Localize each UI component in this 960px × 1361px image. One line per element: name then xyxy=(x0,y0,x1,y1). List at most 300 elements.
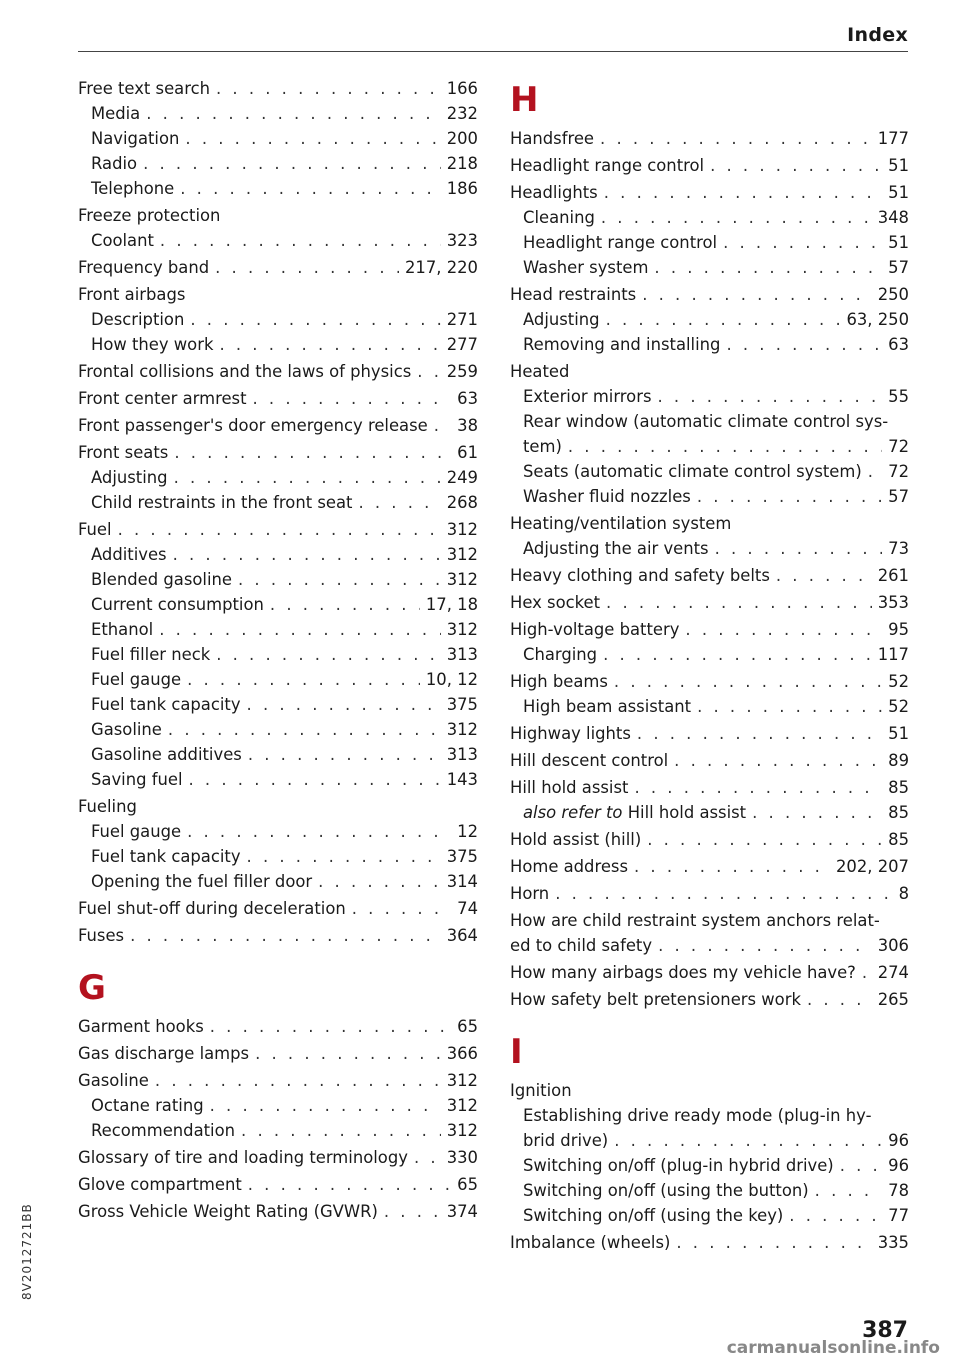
dot-leader xyxy=(434,413,451,438)
index-entry-label: How safety belt pretensioners work xyxy=(510,990,801,1009)
index-entry-label: Heating/ventilation system xyxy=(510,514,732,533)
dot-leader xyxy=(614,1128,882,1153)
index-entry xyxy=(78,592,478,617)
index-entry xyxy=(510,484,909,509)
index-entry-page: 250 xyxy=(877,285,909,304)
dot-leader xyxy=(318,869,441,894)
index-entry-label: Switching on/off (using the key) xyxy=(523,1206,784,1225)
index-entry xyxy=(78,1014,478,1039)
section-h-entries xyxy=(510,126,909,1012)
index-entry-page: 63, 250 xyxy=(846,310,909,329)
index-entry-label: Ethanol xyxy=(91,620,154,639)
index-entry-page: 51 xyxy=(888,183,909,202)
dot-leader xyxy=(868,459,882,484)
index-entry-page: 143 xyxy=(446,770,478,789)
index-entry-page: 348 xyxy=(877,208,909,227)
dot-leader xyxy=(130,923,441,948)
index-entry-label: Front seats xyxy=(78,443,169,462)
dot-leader xyxy=(180,176,440,201)
dot-leader xyxy=(647,827,882,852)
index-entry-label: Media xyxy=(91,104,141,123)
index-entry xyxy=(510,721,909,746)
index-entry-page: 177 xyxy=(877,129,909,148)
index-entry xyxy=(78,440,478,465)
index-entry-label: Front passenger's door emergency release xyxy=(78,416,428,435)
index-entry xyxy=(510,933,909,958)
index-entry-page: 51 xyxy=(888,156,909,175)
index-entry-page: 366 xyxy=(446,1044,478,1063)
index-entry xyxy=(78,1068,478,1093)
index-entry-page: 72 xyxy=(888,437,909,456)
dot-leader xyxy=(168,717,441,742)
index-entry-page: 335 xyxy=(877,1233,909,1252)
index-entry-page: 306 xyxy=(877,936,909,955)
dot-leader xyxy=(634,854,830,879)
index-entry-label: Handsfree xyxy=(510,129,595,148)
dot-leader xyxy=(606,307,841,332)
dot-leader xyxy=(190,307,440,332)
section-g-entries xyxy=(78,1014,478,1224)
index-entry xyxy=(510,617,909,642)
index-entry xyxy=(78,228,478,253)
index-entry-page: 268 xyxy=(446,493,478,512)
index-entry-label: Adjusting the air vents xyxy=(523,539,709,558)
dot-leader xyxy=(210,1093,441,1118)
index-entry xyxy=(510,153,909,178)
index-entry xyxy=(510,1230,909,1255)
index-entry-label: Gasoline xyxy=(78,1071,149,1090)
index-entry-label: Fueling xyxy=(78,797,137,816)
dot-leader xyxy=(216,642,440,667)
index-entry-label: Adjusting xyxy=(523,310,600,329)
index-entry xyxy=(78,617,478,642)
dot-leader xyxy=(555,881,892,906)
index-entry-page: 312 xyxy=(446,720,478,739)
index-entry xyxy=(78,667,478,692)
index-entry xyxy=(78,151,478,176)
index-entry-label: ed to child safety xyxy=(510,936,653,955)
dot-leader xyxy=(676,1230,871,1255)
index-entry-label: Current consumption xyxy=(91,595,264,614)
dot-leader xyxy=(174,440,451,465)
index-entry xyxy=(78,1118,478,1143)
index-entry xyxy=(78,307,478,332)
index-entry-page: 323 xyxy=(446,231,478,250)
index-entry xyxy=(510,881,909,906)
cross-reference-target: Hill hold assist xyxy=(627,803,747,822)
index-entry-label: Gasoline additives xyxy=(91,745,242,764)
index-entry-label: Rear window (automatic climate control sys- xyxy=(523,412,889,431)
index-entry xyxy=(510,694,909,719)
dot-leader xyxy=(674,748,882,773)
index-entry xyxy=(510,126,909,151)
index-entry-page: 96 xyxy=(888,1131,909,1150)
index-entry xyxy=(78,1093,478,1118)
dot-leader xyxy=(248,1172,451,1197)
index-entry-page: 312 xyxy=(446,545,478,564)
index-entry-label: Headlight range control xyxy=(510,156,705,175)
index-entry-label: Hill descent control xyxy=(510,751,669,770)
index-entry xyxy=(78,896,478,921)
index-entry-label: Heated xyxy=(510,362,570,381)
index-entry xyxy=(510,1203,909,1228)
index-entry-label: Exterior mirrors xyxy=(523,387,652,406)
dot-leader xyxy=(216,76,441,101)
index-entry-page: 166 xyxy=(446,79,478,98)
dot-leader xyxy=(697,694,882,719)
index-entry-page: 117 xyxy=(877,645,909,664)
index-entry xyxy=(510,459,909,484)
index-entry xyxy=(510,642,909,667)
index-entry-label: Home address xyxy=(510,857,629,876)
index-entry-label: Front airbags xyxy=(78,285,186,304)
index-entry-page: 375 xyxy=(446,847,478,866)
index-entry-label: High beams xyxy=(510,672,608,691)
dot-leader xyxy=(654,255,882,280)
index-entry-label: Frontal collisions and the laws of physics xyxy=(78,362,412,381)
index-entry xyxy=(78,542,478,567)
index-entry xyxy=(510,854,909,879)
right-column xyxy=(510,74,909,1255)
index-entry-page: 38 xyxy=(457,416,478,435)
index-entry xyxy=(510,359,909,384)
dot-leader xyxy=(568,434,882,459)
index-entry-page: 218 xyxy=(446,154,478,173)
index-entry-label: Hold assist (hill) xyxy=(510,830,642,849)
index-entry xyxy=(510,1128,909,1153)
index-entry xyxy=(510,960,909,985)
index-entry xyxy=(78,767,478,792)
index-entry xyxy=(78,1172,478,1197)
dot-leader xyxy=(815,1178,882,1203)
index-entry-label: Imbalance (wheels) xyxy=(510,1233,671,1252)
document-code: 8V2012721BB xyxy=(20,1203,34,1300)
index-entry-page: 57 xyxy=(888,258,909,277)
dot-leader xyxy=(710,153,882,178)
index-entry-page: 312 xyxy=(446,1096,478,1115)
dot-leader xyxy=(789,1203,882,1228)
dot-leader xyxy=(604,180,882,205)
dot-leader xyxy=(358,490,440,515)
dot-leader xyxy=(352,896,451,921)
index-entry xyxy=(510,590,909,615)
dot-leader xyxy=(601,205,872,230)
index-entry xyxy=(78,203,478,228)
section-letter-g: G xyxy=(78,968,106,1008)
page-number: 387 xyxy=(862,1318,908,1343)
index-entry-page: 217, 220 xyxy=(405,258,478,277)
index-entry xyxy=(78,717,478,742)
index-entry-page: 312 xyxy=(446,520,478,539)
index-entry xyxy=(78,176,478,201)
index-entry xyxy=(78,794,478,819)
dot-leader xyxy=(238,567,441,592)
index-entry-page: 51 xyxy=(888,233,909,252)
index-entry xyxy=(510,800,909,825)
index-entry xyxy=(510,180,909,205)
index-entry xyxy=(78,642,478,667)
index-entry-label: Establishing drive ready mode (plug-in hy- xyxy=(523,1106,872,1125)
dot-leader xyxy=(219,332,440,357)
dot-leader xyxy=(862,960,872,985)
index-entry xyxy=(510,384,909,409)
index-entry-label: Blended gasoline xyxy=(91,570,232,589)
index-entry-page: 74 xyxy=(457,899,478,918)
index-entry xyxy=(78,386,478,411)
index-entry-page: 63 xyxy=(457,389,478,408)
left-column xyxy=(78,76,478,1224)
dot-leader xyxy=(210,1014,451,1039)
dot-leader xyxy=(658,384,883,409)
index-entry-label: Cleaning xyxy=(523,208,595,227)
index-entry xyxy=(510,563,909,588)
index-entry-label: Heavy clothing and safety belts xyxy=(510,566,770,585)
index-entry-page: 89 xyxy=(888,751,909,770)
index-entry xyxy=(78,1199,478,1224)
index-entry-page: 312 xyxy=(446,570,478,589)
index-entry-label: Washer system xyxy=(523,258,649,277)
section-letter-i: I xyxy=(510,1032,523,1072)
index-entry xyxy=(510,434,909,459)
index-entry-label: Headlights xyxy=(510,183,598,202)
index-entry-page: 261 xyxy=(877,566,909,585)
dot-leader xyxy=(776,563,872,588)
index-entry-page: 259 xyxy=(446,362,478,381)
index-entry-label: Freeze protection xyxy=(78,206,221,225)
index-entry-page: 312 xyxy=(446,1121,478,1140)
dot-leader xyxy=(600,126,872,151)
dot-leader xyxy=(255,1041,441,1066)
index-entry-label: Radio xyxy=(91,154,138,173)
index-entry-page: 52 xyxy=(888,672,909,691)
index-entry-label: High beam assistant xyxy=(523,697,692,716)
index-entry xyxy=(78,332,478,357)
index-entry-label: High-voltage battery xyxy=(510,620,680,639)
index-entry-label: Glossary of tire and loading terminology xyxy=(78,1148,408,1167)
index-entry-label: Front center armrest xyxy=(78,389,247,408)
index-entry-page: 312 xyxy=(446,620,478,639)
index-entry xyxy=(78,282,478,307)
index-entry-page: 65 xyxy=(457,1017,478,1036)
index-entry-page: 375 xyxy=(446,695,478,714)
index-entry-label: Glove compartment xyxy=(78,1175,242,1194)
index-entry-label: Fuel gauge xyxy=(91,822,182,841)
index-entry-page: 85 xyxy=(888,778,909,797)
index-entry-label: Fuel gauge xyxy=(91,670,182,689)
index-entry xyxy=(78,413,478,438)
index-entry xyxy=(510,536,909,561)
dot-leader xyxy=(614,669,882,694)
watermark: carmanualsonline.info xyxy=(726,1338,940,1358)
dot-leader xyxy=(414,1145,441,1170)
index-entry-label: Fuses xyxy=(78,926,125,945)
page-header-title: Index xyxy=(847,24,908,46)
index-entry-label: Switching on/off (using the button) xyxy=(523,1181,809,1200)
index-entry-page: 8 xyxy=(898,884,909,903)
index-entry-label: Fuel tank capacity xyxy=(91,847,241,866)
index-entry-page: 96 xyxy=(888,1156,909,1175)
index-entry xyxy=(78,126,478,151)
index-entry xyxy=(510,1078,909,1103)
index-entry-label: Telephone xyxy=(91,179,175,198)
index-entry xyxy=(78,76,478,101)
index-entry-label: How many airbags does my vehicle have? xyxy=(510,963,856,982)
dot-leader xyxy=(606,590,872,615)
dot-leader xyxy=(118,517,441,542)
dot-leader xyxy=(270,592,420,617)
index-entry-page: 10, 12 xyxy=(425,670,478,689)
index-entry-page: 72 xyxy=(888,462,909,481)
index-entry-label: Child restraints in the front seat xyxy=(91,493,353,512)
index-entry-label: Fuel tank capacity xyxy=(91,695,241,714)
index-entry-label: Navigation xyxy=(91,129,180,148)
index-entry xyxy=(510,775,909,800)
index-entry-page: 77 xyxy=(888,1206,909,1225)
index-entry-page: 330 xyxy=(446,1148,478,1167)
index-entry-label: Frequency band xyxy=(78,258,210,277)
index-entry-label: Description xyxy=(91,310,185,329)
index-entry xyxy=(78,359,478,384)
index-entry-page: 200 xyxy=(446,129,478,148)
section-f-entries xyxy=(78,76,478,948)
index-entry xyxy=(510,230,909,255)
index-entry-label: Switching on/off (plug-in hybrid drive) xyxy=(523,1156,834,1175)
index-entry-label: Free text search xyxy=(78,79,210,98)
index-entry xyxy=(510,987,909,1012)
index-entry-label: Adjusting xyxy=(91,468,168,487)
index-entry-label: Opening the fuel filler door xyxy=(91,872,313,891)
index-entry-label: Horn xyxy=(510,884,550,903)
index-entry-page: 52 xyxy=(888,697,909,716)
index-entry xyxy=(78,1145,478,1170)
index-entry-page: 314 xyxy=(446,872,478,891)
index-entry-label: Garment hooks xyxy=(78,1017,204,1036)
index-entry-label: brid drive) xyxy=(523,1131,609,1150)
index-entry-page: 57 xyxy=(888,487,909,506)
index-entry-page: 353 xyxy=(877,593,909,612)
index-entry xyxy=(78,255,478,280)
index-entry xyxy=(510,748,909,773)
dot-leader xyxy=(174,465,441,490)
dot-leader xyxy=(723,230,882,255)
index-entry-label: Highway lights xyxy=(510,724,631,743)
dot-leader xyxy=(241,1118,441,1143)
index-entry xyxy=(78,844,478,869)
dot-leader xyxy=(384,1199,441,1224)
dot-leader xyxy=(185,126,440,151)
index-entry-page: 202, 207 xyxy=(836,857,909,876)
dot-leader xyxy=(697,484,882,509)
index-entry xyxy=(510,827,909,852)
index-entry-page: 78 xyxy=(888,1181,909,1200)
index-entry-label: Gross Vehicle Weight Rating (GVWR) xyxy=(78,1202,378,1221)
dot-leader xyxy=(215,255,399,280)
index-entry-label: Additives xyxy=(91,545,167,564)
index-entry xyxy=(510,908,909,933)
index-entry-page: 61 xyxy=(457,443,478,462)
index-entry-label: Hill hold assist xyxy=(510,778,629,797)
index-entry-label: How are child restraint system anchors relat- xyxy=(510,911,880,930)
index-entry xyxy=(510,669,909,694)
index-entry-page: 65 xyxy=(457,1175,478,1194)
index-entry xyxy=(510,1103,909,1128)
index-entry-page: 63 xyxy=(888,335,909,354)
index-entry xyxy=(78,465,478,490)
dot-leader xyxy=(417,359,440,384)
dot-leader xyxy=(715,536,883,561)
index-entry xyxy=(78,869,478,894)
index-entry xyxy=(510,1178,909,1203)
dot-leader xyxy=(146,101,440,126)
index-entry-page: 249 xyxy=(446,468,478,487)
index-entry xyxy=(78,1041,478,1066)
index-entry-page: 85 xyxy=(888,830,909,849)
index-entry-label: Charging xyxy=(523,645,598,664)
index-entry xyxy=(510,332,909,357)
index-entry xyxy=(78,517,478,542)
dot-leader xyxy=(143,151,441,176)
index-entry-page: 312 xyxy=(446,1071,478,1090)
dot-leader xyxy=(248,742,441,767)
index-entry xyxy=(78,567,478,592)
index-entry-page: 265 xyxy=(877,990,909,1009)
index-entry-label: Fuel filler neck xyxy=(91,645,211,664)
index-entry-label: Seats (automatic climate control system) xyxy=(523,462,862,481)
index-entry-page: 274 xyxy=(877,963,909,982)
index-entry-label: Ignition xyxy=(510,1081,572,1100)
dot-leader xyxy=(247,692,441,717)
index-entry-label: tem) xyxy=(523,437,562,456)
index-entry-page: 55 xyxy=(888,387,909,406)
index-entry-label: Gas discharge lamps xyxy=(78,1044,250,1063)
section-letter-h: H xyxy=(510,80,539,120)
index-entry-page: 186 xyxy=(446,179,478,198)
index-entry-label: Removing and installing xyxy=(523,335,721,354)
index-entry-page: 232 xyxy=(446,104,478,123)
index-entry xyxy=(510,511,909,536)
dot-leader xyxy=(637,721,882,746)
index-entry-page: 364 xyxy=(446,926,478,945)
index-entry-page: 12 xyxy=(457,822,478,841)
dot-leader xyxy=(160,228,441,253)
index-entry xyxy=(510,307,909,332)
index-entry-label: Coolant xyxy=(91,231,154,250)
index-entry xyxy=(78,692,478,717)
index-entry-page: 73 xyxy=(888,539,909,558)
index-entry xyxy=(510,1153,909,1178)
dot-leader xyxy=(752,800,882,825)
dot-leader xyxy=(189,767,441,792)
index-entry-label: Fuel shut-off during deceleration xyxy=(78,899,346,918)
index-entry xyxy=(510,409,909,434)
index-entry-label: Fuel xyxy=(78,520,112,539)
index-entry xyxy=(78,101,478,126)
header-rule xyxy=(78,51,908,52)
dot-leader xyxy=(658,933,872,958)
index-entry-page: 85 xyxy=(888,803,909,822)
index-entry-label: Octane rating xyxy=(91,1096,204,1115)
dot-leader xyxy=(187,819,451,844)
index-entry-label: Head restraints xyxy=(510,285,637,304)
index-entry-label: How they work xyxy=(91,335,214,354)
index-entry-page: 95 xyxy=(888,620,909,639)
index-entry-page: 17, 18 xyxy=(425,595,478,614)
dot-leader xyxy=(807,987,872,1012)
index-entry xyxy=(78,490,478,515)
index-entry-page: 374 xyxy=(446,1202,478,1221)
dot-leader xyxy=(159,617,441,642)
index-entry-label xyxy=(510,800,746,825)
